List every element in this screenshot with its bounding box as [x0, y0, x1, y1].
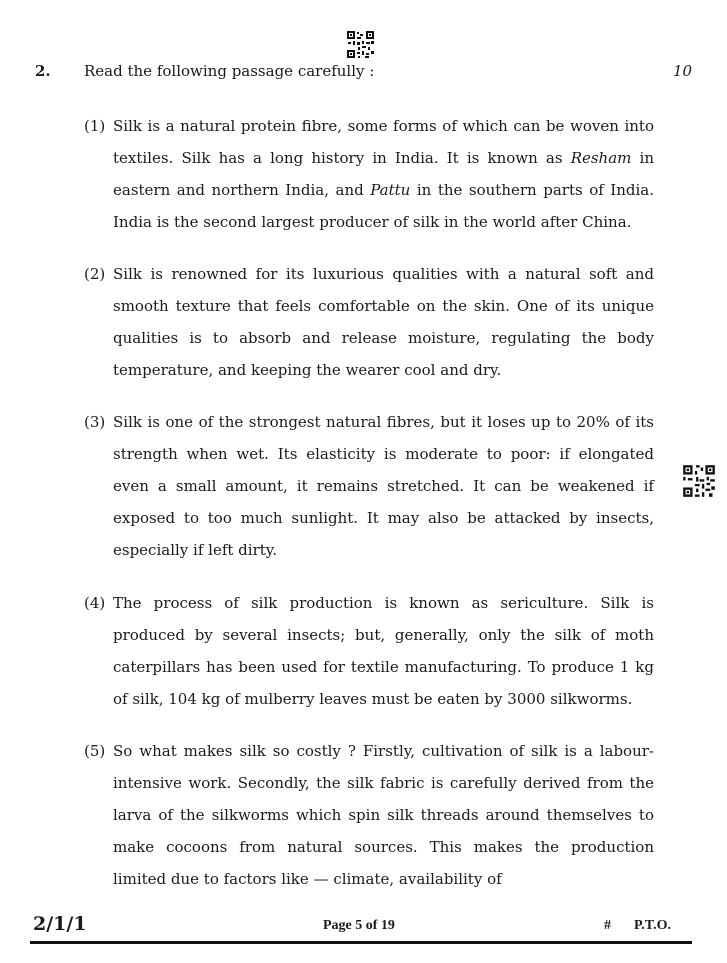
paragraph-text: So what makes silk so costly ? Firstly, cultivation of silk is a labour-intensive work. Secondly, the silk fabric is carefully derived from the larva of the silkworms which spin silk threads around themselves to make cocoons from natural sources. This makes the production limited due to factors like — climate, availability of: [113, 742, 654, 888]
paragraph-4: [84, 587, 654, 715]
paragraph-text: Silk is one of the strongest natural fibres, but it loses up to 20% of its strength when wet. Its elasticity is moderate to poor: if elongated even a small amount, it remains stretched. It can be weakened if exposed to too much sunlight. It may also be attacked by insects, especially if left dirty.: [113, 413, 654, 559]
paragraph-2: [84, 258, 654, 386]
footer-rule: [30, 941, 692, 944]
paragraph-text: The process of silk production is known as sericulture. Silk is produced by several insects; but, generally, only the silk of moth caterpillars has been used for textile manufacturing. To produce 1 kg of silk, 104 kg of mulberry leaves must be eaten by 3000 silkworms.: [113, 594, 654, 708]
paragraph-number: (1): [84, 117, 106, 135]
question-marks: 10: [673, 62, 693, 80]
hash-mark: #: [604, 918, 611, 933]
pto-label: P.T.O.: [634, 918, 671, 933]
paragraph-number: (3): [84, 413, 106, 431]
paper-code: 2/1/1: [33, 913, 87, 935]
paragraph-5: [84, 735, 654, 895]
paragraph-1: [84, 110, 654, 238]
question-number: 2.: [35, 62, 51, 80]
paragraph-3: [84, 406, 654, 566]
paragraph-number: (5): [84, 742, 106, 760]
question-intro: Read the following passage carefully :: [84, 62, 375, 80]
paragraph-text: Silk is a natural protein fibre, some forms of which can be woven into textiles. Silk has a long history in India. It is known as Resham in eastern and northern India, and Pattu in the southern parts of India. India is the second largest producer of silk in the world after China.: [113, 117, 654, 231]
paragraph-number: (2): [84, 265, 106, 283]
top-qr-code-icon: [346, 30, 375, 59]
paragraph-number: (4): [84, 594, 106, 612]
side-qr-code-icon: [682, 464, 716, 498]
paragraph-text: Silk is renowned for its luxurious qualities with a natural soft and smooth texture that feels comfortable on the skin. One of its unique qualities is to absorb and release moisture, regulating the body temperature, and keeping the wearer cool and dry.: [113, 265, 654, 379]
page-number: Page 5 of 19: [323, 918, 395, 933]
